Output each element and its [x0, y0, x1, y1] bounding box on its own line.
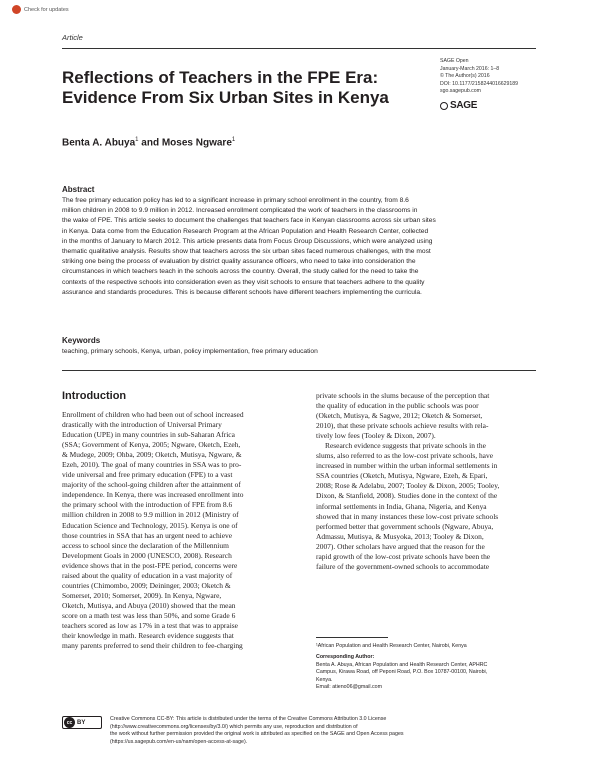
body-line: & Mudege, 2009; Ohba, 2009; Oketch, Mutisya, Ngware, &: [62, 450, 242, 460]
license-block: [62, 716, 404, 746]
journal-doi: DOI: 10.1177/2158244016629189: [440, 80, 519, 87]
attribution-label: BY: [77, 719, 86, 726]
body-line: (Oketch, Mutisya, & Sagwe, 2012; Oketch & Somerset,: [316, 411, 483, 421]
footnote-line: Benta A. Abuya, African Population and Health Research Center, APHRC: [316, 661, 488, 668]
abstract-heading: Abstract: [62, 185, 95, 194]
abstract-line: striking one being the process of evaluation by district quality assurance officers, who need to take into consideration the: [62, 258, 416, 266]
body-line: many parents preferred to send their children to fee-charging: [62, 641, 243, 651]
body-line: Development Goals in 2000 (UNESCO, 2008). Research: [62, 550, 232, 560]
header-rule: [62, 48, 536, 49]
license-link[interactable]: (http://www.creativecommons.org/licenses/by/3.0/) which permits any use, reproduction and distribution of: [110, 723, 358, 730]
footnote-line: Kenya.: [316, 676, 333, 683]
corresponding-author-heading: Corresponding Author:: [316, 654, 375, 661]
body-line: slums, also referred to as the low-cost private schools, have: [316, 451, 494, 461]
body-line: showed that in many instances these low-cost private schools: [316, 511, 499, 521]
abstract-line: thematic qualitative analysis. Results show that teachers across the six urban sites faced numerous challenges, with the most: [62, 248, 431, 256]
check-updates-icon: [12, 5, 21, 14]
author-name: Benta A. Abuya: [62, 137, 136, 149]
body-line: Admassu, Mutisya, & Musyoka, 2013; Tooley & Dixon,: [316, 531, 484, 541]
body-line: access to school since the declaration of the Millennium: [62, 540, 229, 550]
footnotes: [316, 643, 487, 691]
section-rule: [62, 370, 536, 371]
body-line: countries (Chimombo, 2009; Deininger, 2003; Oketch &: [62, 580, 231, 590]
sage-logo-text: SAGE: [450, 100, 478, 111]
abstract-line: assurance and standards procedures. This is because different schools have different teachers implementing the curricula.: [62, 288, 422, 296]
author-list: [62, 137, 235, 148]
body-line: Oketch, Mutisya, and Abuya (2010) showed that the mean: [62, 600, 236, 610]
body-line: failure of the government-owned schools to accommodate: [316, 561, 490, 571]
license-line: the work without further permission provided the original work is attributed as specified on the SAGE and Open Access pages: [110, 731, 404, 738]
body-line: evidence shows that in the post-FPE period, concerns were: [62, 560, 238, 570]
sage-swirl-icon: [440, 102, 448, 110]
body-line: Education Science and Technology, 2015). Kenya is one of: [62, 520, 238, 530]
cc-by-badge[interactable]: [62, 716, 102, 729]
journal-info: [440, 58, 518, 96]
footnote-line: Campus, Kirawa Road, off Peponi Road, P.O. Box 10787-00100, Nairobi,: [316, 669, 488, 676]
body-line: the primary school with the introduction of FPE from 8.6: [62, 500, 233, 510]
check-updates-label: Check for updates: [24, 6, 69, 13]
body-line: teachers scored as low as 17% in a test that was to appraise: [62, 620, 238, 630]
body-line: their knowledge in math. Research evidence suggests that: [62, 631, 234, 641]
body-line: Enrollment of children who had been out of school increased: [62, 410, 244, 419]
creative-commons-icon: cc: [64, 717, 75, 728]
abstract-line: in Kenya. Data come from the Education Research Program at the African Population and Health Research Center, collected: [62, 227, 429, 235]
body-line: 2007). Other scholars have argued that the reason for the: [316, 541, 485, 551]
body-column-right: [316, 391, 499, 572]
body-line: score on a math test was less than 50%, and some Grade 6: [62, 610, 236, 620]
body-line: million children in 2008 to 9.9 million in 2012 (Ministry of: [62, 510, 239, 520]
title-line: Evidence From Six Urban Sites in Kenya: [62, 87, 389, 107]
journal-url: sgo.sagepub.com: [440, 88, 481, 95]
affiliation-marker: 1: [135, 137, 139, 143]
body-line: vide universal and free primary education (FPE) to a vast: [62, 470, 233, 480]
article-type-label: Article: [62, 33, 83, 42]
body-line: Somerset, 2010; Somerset, 2009). In Kenya, Ngware,: [62, 590, 222, 600]
body-line: 2010), that these private schools achieve results with rela-: [316, 421, 489, 431]
check-for-updates[interactable]: [12, 5, 69, 14]
journal-copyright: © The Author(s) 2016: [440, 73, 490, 80]
abstract-line: in the months of January to March 2012. This article presents data from Focus Group Discussions, which were analyzed using: [62, 237, 433, 245]
title-line: Reflections of Teachers in the FPE Era:: [62, 68, 379, 87]
body-line: increased in number within the urban informal settlements in: [316, 461, 498, 471]
body-line: Research evidence suggests that private schools in the: [325, 441, 486, 451]
abstract-line: The free primary education policy has led to a significant increase in primary school enrollment in the country, from 8.6: [62, 197, 409, 204]
introduction-heading: Introduction: [62, 390, 127, 402]
body-line: independence. In Kenya, there was increased enrollment into: [62, 490, 244, 500]
journal-issue: January-March 2016: 1–8: [440, 65, 500, 72]
affiliation-footnote: ¹African Population and Health Research Center, Nairobi, Kenya: [316, 643, 467, 649]
author-name: and Moses Ngware: [138, 137, 232, 149]
body-line: Ezeh, 2010). The goal of many countries in SSA was to pro-: [62, 460, 242, 470]
sage-logo: [440, 100, 477, 111]
body-column-left: [62, 410, 244, 651]
affiliation-marker: 1: [231, 137, 236, 143]
keywords-text: teaching, primary schools, Kenya, urban, policy implementation, free primary education: [62, 348, 318, 355]
license-text: [110, 716, 404, 746]
body-line: raised about the quality of education in a vast majority of: [62, 570, 233, 580]
body-line: 2008; Rose & Adelabu, 2007; Tooley & Dixon, 2005; Tooley,: [316, 481, 500, 491]
body-line: rapid growth of the low-cost private schools have been the: [316, 551, 491, 561]
body-line: private schools in the slums because of the perception that: [316, 391, 490, 400]
abstract-line: circumstances in which teachers teach in the schools across the country. Overall, the study called for the need to take the: [62, 268, 419, 276]
body-line: Dixon, & Stanfield, 2008). Studies done in the context of the: [316, 491, 498, 501]
body-line: (SSA; Government of Kenya, 2005; Ngware, Oketch, Ezeh,: [62, 440, 241, 450]
license-line: Creative Commons CC-BY: This article is distributed under the terms of the Creative Commons Attribution 3.0 License: [110, 716, 387, 722]
keywords-heading: Keywords: [62, 336, 101, 345]
abstract-line: contexts of the respective schools into consideration even as they visit schools to ensure that teachers adhere to the quality: [62, 278, 425, 286]
body-line: drastically with the introduction of Universal Primary: [62, 420, 222, 430]
body-line: majority of the school-going children after the attainment of: [62, 480, 241, 490]
body-line: tively low fees (Tooley & Dixon, 2007).: [316, 431, 436, 441]
body-line: Education (UPE) in many countries in sub-Saharan Africa: [62, 430, 235, 440]
footnote-email[interactable]: Email: atieno06@gmail.com: [316, 684, 383, 691]
body-line: those countries in SSA that has an urgent need to achieve: [62, 530, 233, 540]
abstract-line: the wake of FPE. This article seeks to document the challenges that teachers face in Kenyan classrooms across six urban sites: [62, 217, 436, 225]
abstract-line: million children in 2008 to 9.9 million in 2012. Increased enrollment complicated the work of teachers in the classrooms in: [62, 207, 418, 215]
abstract-body: [62, 196, 538, 298]
body-line: the quality of education in the public schools was poor: [316, 401, 479, 411]
body-line: informal settlements in India, Ghana, Nigeria, and Kenya: [316, 501, 487, 511]
body-line: SSA countries (Oketch, Mutisya, Ngware, Ezeh, & Epari,: [316, 471, 488, 481]
footnote-rule: [316, 637, 388, 638]
article-title: [62, 68, 422, 107]
license-link[interactable]: (https://us.sagepub.com/en-us/nam/open-access-at-sage).: [110, 738, 248, 745]
body-line: performed better that government schools (Ngware, Abuya,: [316, 521, 494, 531]
journal-name: SAGE Open: [440, 58, 469, 64]
